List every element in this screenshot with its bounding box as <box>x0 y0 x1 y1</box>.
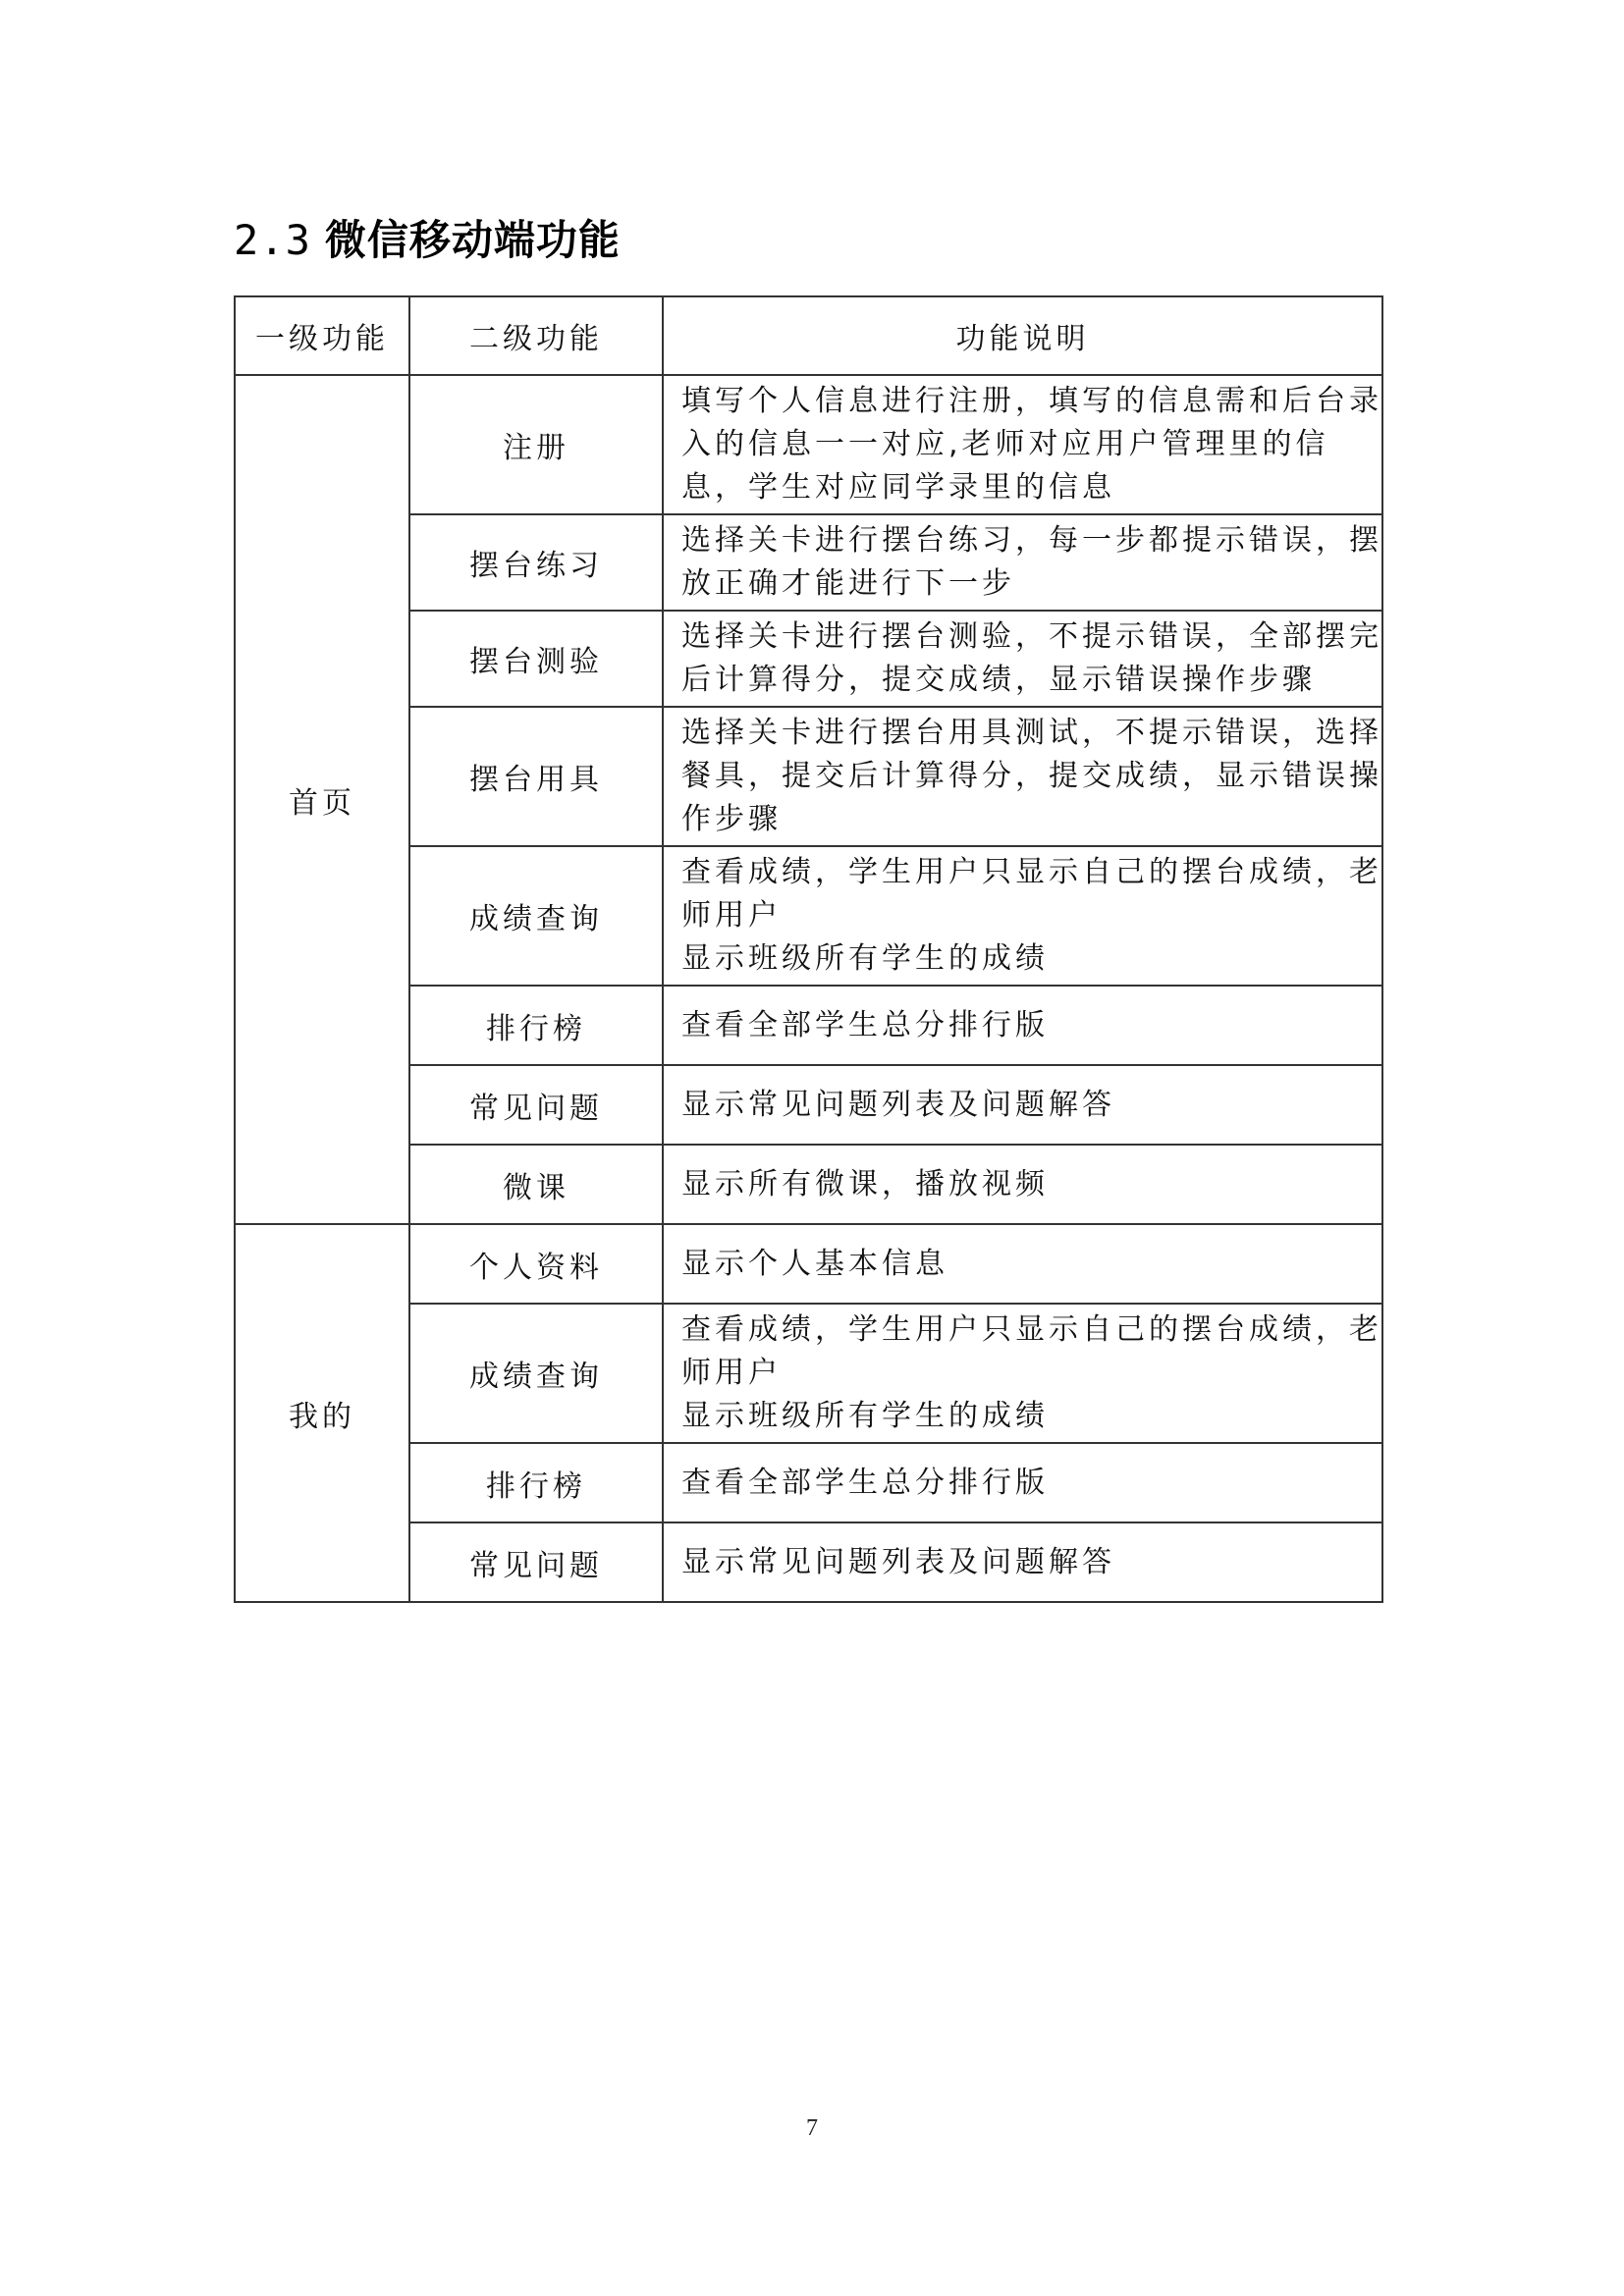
description-line: 显示个人基本信息 <box>681 1246 948 1281</box>
description-cell <box>663 846 1382 986</box>
description-line: 后计算得分，提交成绩，显示错误操作步骤 <box>681 663 1316 697</box>
level2-cell: 排行榜 <box>409 986 663 1065</box>
function-table <box>234 295 1383 1603</box>
description-line: 显示班级所有学生的成绩 <box>681 1399 1049 1433</box>
description-line: 显示所有微课，播放视频 <box>681 1166 1049 1201</box>
description-line: 查看全部学生总分排行版 <box>681 1465 1049 1500</box>
level1-cell: 首页 <box>235 375 409 1224</box>
level1-cell: 我的 <box>235 1224 409 1602</box>
level2-cell: 常见问题 <box>409 1065 663 1145</box>
description-cell <box>663 986 1382 1065</box>
level2-cell: 摆台练习 <box>409 514 663 611</box>
description-line: 查看成绩，学生用户只显示自己的摆台成绩，老 <box>681 855 1382 889</box>
description-cell <box>663 1522 1382 1602</box>
level2-cell: 摆台测验 <box>409 611 663 707</box>
page-number: 7 <box>806 2115 818 2141</box>
table-body <box>235 375 1382 1602</box>
description-line: 餐具，提交后计算得分，提交成绩，显示错误操 <box>681 759 1382 793</box>
description-cell <box>663 1065 1382 1145</box>
level2-cell: 排行榜 <box>409 1443 663 1522</box>
level2-cell: 个人资料 <box>409 1224 663 1304</box>
description-line: 师用户 <box>681 898 782 933</box>
description-cell <box>663 611 1382 707</box>
description-line: 查看全部学生总分排行版 <box>681 1007 1049 1042</box>
description-cell <box>663 1443 1382 1522</box>
description-line: 入的信息一一对应,老师对应用户管理里的信 <box>681 427 1329 461</box>
description-cell <box>663 1145 1382 1224</box>
description-line: 选择关卡进行摆台练习，每一步都提示错误，摆 <box>681 523 1382 558</box>
header-level1: 一级功能 <box>235 296 409 375</box>
level2-cell: 注册 <box>409 375 663 514</box>
level2-cell: 常见问题 <box>409 1522 663 1602</box>
description-line: 填写个人信息进行注册，填写的信息需和后台录 <box>681 384 1382 418</box>
description-cell <box>663 707 1382 846</box>
header-level2: 二级功能 <box>409 296 663 375</box>
description-line: 作步骤 <box>681 802 782 836</box>
level2-cell: 成绩查询 <box>409 846 663 986</box>
description-line: 显示常见问题列表及问题解答 <box>681 1087 1115 1122</box>
section-heading <box>234 208 621 267</box>
description-line: 选择关卡进行摆台测验，不提示错误，全部摆完 <box>681 619 1382 654</box>
level2-cell: 成绩查询 <box>409 1304 663 1443</box>
description-line: 师用户 <box>681 1356 782 1390</box>
table-header-row <box>235 296 1382 375</box>
table-row <box>235 375 1382 514</box>
description-line: 息，学生对应同学录里的信息 <box>681 470 1115 505</box>
description-line: 显示班级所有学生的成绩 <box>681 941 1049 976</box>
table-row <box>235 1224 1382 1304</box>
description-line: 显示常见问题列表及问题解答 <box>681 1544 1115 1579</box>
level2-cell: 微课 <box>409 1145 663 1224</box>
section-title: 微信移动端功能 <box>324 216 621 264</box>
description-cell <box>663 1224 1382 1304</box>
header-description: 功能说明 <box>663 296 1382 375</box>
description-cell <box>663 375 1382 514</box>
section-number: 2.3 <box>234 216 311 264</box>
description-line: 查看成绩，学生用户只显示自己的摆台成绩，老 <box>681 1312 1382 1347</box>
level2-cell: 摆台用具 <box>409 707 663 846</box>
description-line: 放正确才能进行下一步 <box>681 566 1015 601</box>
description-cell <box>663 1304 1382 1443</box>
description-line: 选择关卡进行摆台用具测试，不提示错误，选择 <box>681 716 1382 750</box>
description-cell <box>663 514 1382 611</box>
